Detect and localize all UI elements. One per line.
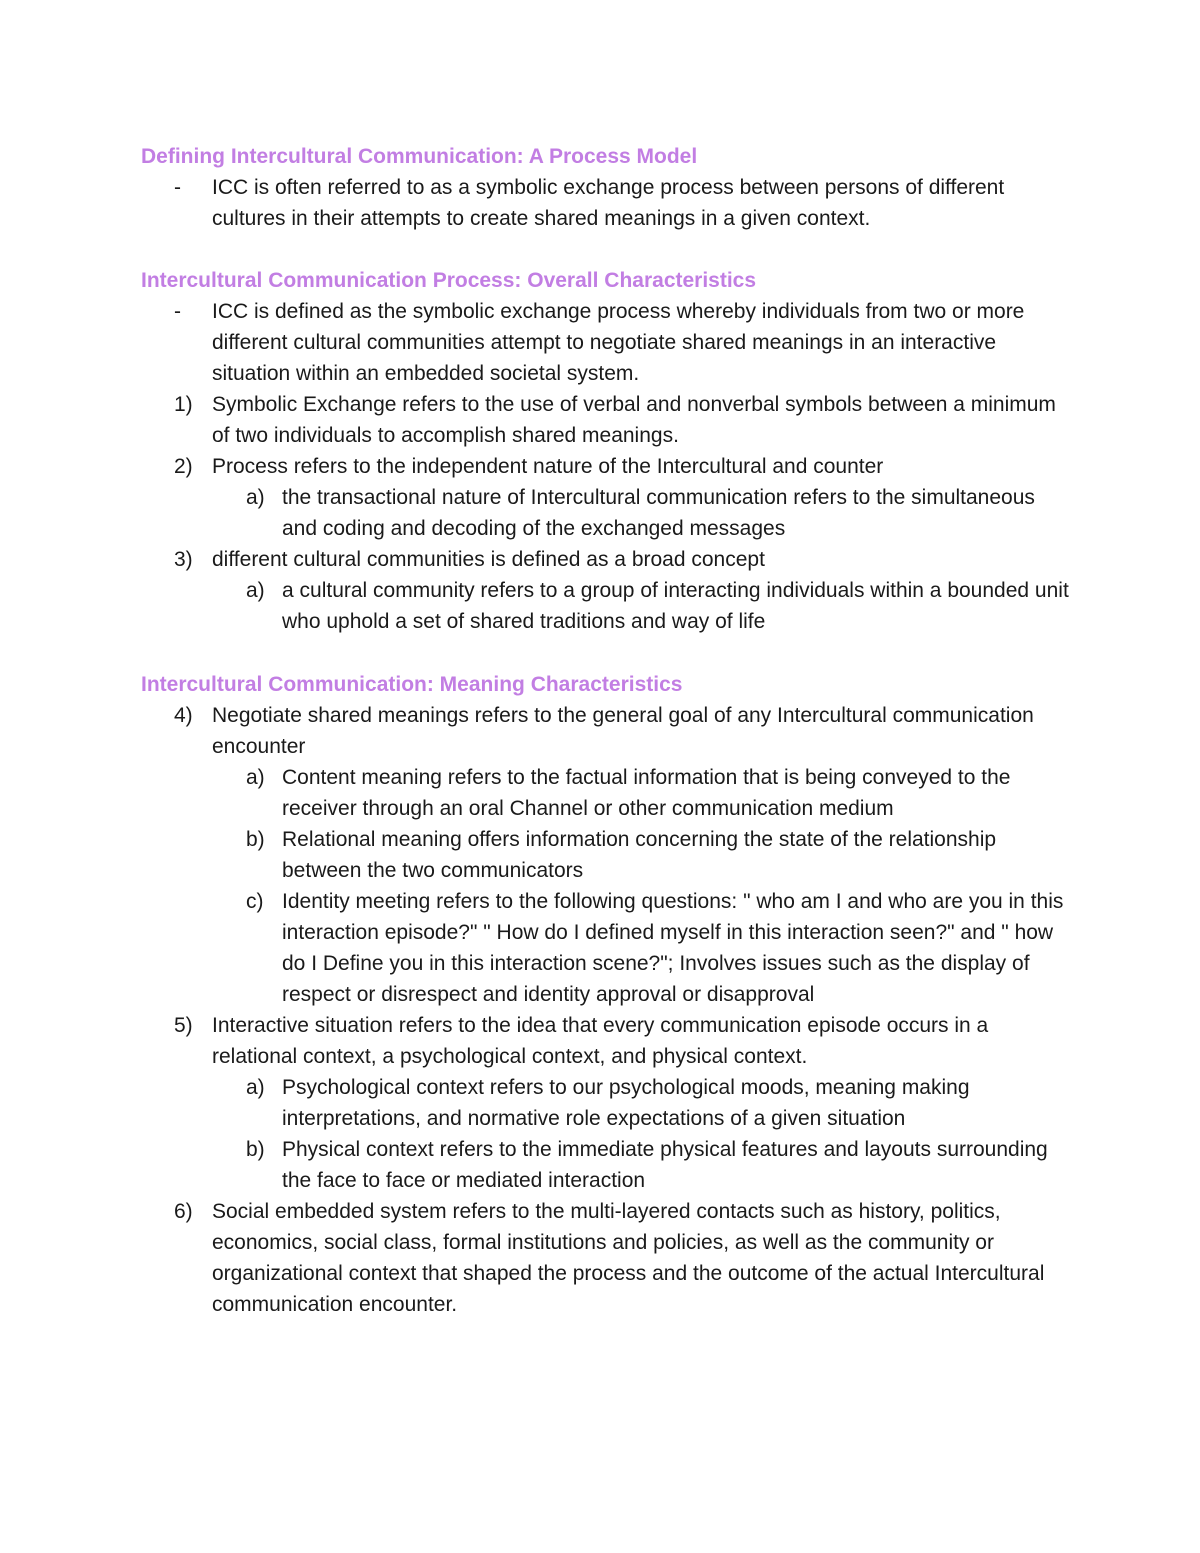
list-item-text: Psychological context refers to our psychological moods, meaning making interpretations, and normative role expectations of a given situation: [282, 1076, 970, 1130]
list-item: [141, 1010, 1071, 1072]
list-item-text: Physical context refers to the immediate physical features and layouts surrounding the face to face or mediated interaction: [282, 1138, 1048, 1192]
list-item-text: different cultural communities is defined as a broad concept: [212, 548, 765, 571]
list-subitem: [141, 886, 1071, 1010]
list-marker: c): [246, 890, 264, 913]
list-item-text: Process refers to the independent nature of the Intercultural and counter: [212, 455, 884, 478]
list-marker: -: [174, 176, 181, 199]
list-marker: 5): [174, 1014, 193, 1037]
list-marker: 6): [174, 1200, 193, 1223]
list-item-text: ICC is defined as the symbolic exchange process whereby individuals from two or more different cultural communities attempt to negotiate shared meanings in an interactive situation within an embedded societal system.: [212, 300, 1025, 385]
list-marker: 1): [174, 393, 193, 416]
list-item-text: Relational meaning offers information concerning the state of the relationship between the two communicators: [282, 828, 997, 882]
list-marker: b): [246, 1138, 265, 1161]
list-item-text: ICC is often referred to as a symbolic exchange process between persons of different cultures in their attempts to create shared meanings in a given context.: [212, 176, 1005, 230]
list-marker: a): [246, 579, 265, 602]
list-item-text: Interactive situation refers to the idea that every communication episode occurs in a relational context, a psychological context, and physical context.: [212, 1014, 989, 1068]
list-item: [141, 296, 1071, 389]
list-item-text: Identity meeting refers to the following questions: " who am I and who are you in this interaction episode?" " How do I defined myself in this interaction seen?" and " how do I Define you in this interaction scene?"; Involves issues such as the display of respect or disrespect and identity approval or disapproval: [282, 890, 1064, 1006]
list-item: [141, 389, 1071, 451]
list-subitem: [141, 762, 1071, 824]
list-item: [141, 1196, 1071, 1320]
list-item: [141, 451, 1071, 482]
list-item-text: the transactional nature of Intercultural communication refers to the simultaneous and coding and decoding of the exchanged messages: [282, 486, 1035, 540]
list-item-text: a cultural community refers to a group of interacting individuals within a bounded unit who uphold a set of shared traditions and way of life: [282, 579, 1069, 633]
section-heading: Intercultural Communication Process: Overall Characteristics: [141, 269, 757, 292]
list-subitem: [141, 1072, 1071, 1134]
list-subitem: [141, 575, 1071, 637]
list-marker: b): [246, 828, 265, 851]
list-item-text: Symbolic Exchange refers to the use of verbal and nonverbal symbols between a minimum of two individuals to accomplish shared meanings.: [212, 393, 1056, 447]
list-marker: a): [246, 1076, 265, 1099]
section-defining-icc: [141, 141, 1071, 234]
list-item: [141, 700, 1071, 762]
section-overall-characteristics: [141, 265, 1071, 637]
section-heading: Intercultural Communication: Meaning Characteristics: [141, 673, 683, 696]
list-item-text: Negotiate shared meanings refers to the general goal of any Intercultural communication encounter: [212, 704, 1034, 758]
list-item-text: Social embedded system refers to the multi-layered contacts such as history, politics, economics, social class, formal institutions and policies, as well as the community or organizational context that shaped the process and the outcome of the actual Intercultural communication encounter.: [212, 1200, 1045, 1316]
list-item-text: Content meaning refers to the factual information that is being conveyed to the receiver through an oral Channel or other communication medium: [282, 766, 1011, 820]
list-subitem: [141, 482, 1071, 544]
list-marker: 3): [174, 548, 193, 571]
list-marker: 2): [174, 455, 193, 478]
list-marker: 4): [174, 704, 193, 727]
section-heading: Defining Intercultural Communication: A Process Model: [141, 145, 698, 168]
list-item: [141, 172, 1071, 234]
list-item: [141, 544, 1071, 575]
section-meaning-characteristics: [141, 669, 1071, 1320]
list-marker: a): [246, 766, 265, 789]
list-marker: -: [174, 300, 181, 323]
list-subitem: [141, 824, 1071, 886]
list-marker: a): [246, 486, 265, 509]
list-subitem: [141, 1134, 1071, 1196]
